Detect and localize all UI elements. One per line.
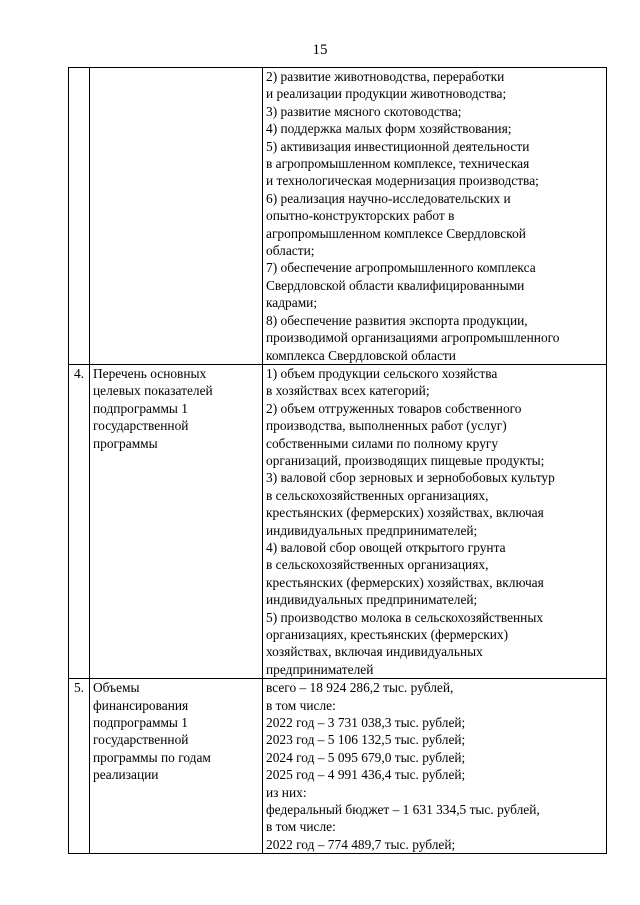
parameter-name-line: подпрограммы 1 <box>93 715 188 731</box>
parameter-value-line: собственными силами по полному кругу <box>266 435 499 451</box>
parameter-name-line: Объемы <box>93 680 140 696</box>
parameter-value-line: 2023 год – 5 106 132,5 тыс. рублей; <box>266 732 466 748</box>
parameter-value-line: 4) поддержка малых форм хозяйствования; <box>266 121 512 137</box>
parameter-value-line: комплекса Свердловской области <box>266 347 456 363</box>
parameter-name-cell <box>90 679 263 854</box>
row-number-cell: 5. <box>69 679 90 854</box>
parameter-name-cell <box>90 364 263 678</box>
subprogram-passport-table <box>68 67 607 854</box>
parameter-value-line: в том числе: <box>266 819 336 835</box>
parameter-value-line: индивидуальных предпринимателей; <box>266 592 478 608</box>
parameter-value-line: 2024 год – 5 095 679,0 тыс. рублей; <box>266 749 466 765</box>
parameter-value-line: 5) активизация инвестиционной деятельности <box>266 138 530 154</box>
parameter-value-line: федеральный бюджет – 1 631 334,5 тыс. рублей, <box>266 802 540 818</box>
row-number-cell <box>69 68 90 365</box>
parameter-value-line: всего – 18 924 286,2 тыс. рублей, <box>266 680 454 696</box>
parameter-value-line: из них: <box>266 784 307 800</box>
parameter-value-line: 4) валовой сбор овощей открытого грунта <box>266 539 506 555</box>
parameter-value-line: агропромышленном комплексе Свердловской <box>266 225 526 241</box>
parameter-value-line: 5) производство молока в сельскохозяйственных <box>266 609 544 625</box>
parameter-value-line: 2) объем отгруженных товаров собственного <box>266 400 522 416</box>
parameter-value-line: 1) объем продукции сельского хозяйства <box>266 365 498 381</box>
parameter-value-line: в хозяйствах всех категорий; <box>266 383 430 399</box>
parameter-name-line: государственной <box>93 418 189 434</box>
parameter-name-cell <box>90 68 263 365</box>
parameter-value-line: Свердловской области квалифицированными <box>266 277 525 293</box>
parameter-value-cell <box>263 68 607 365</box>
parameter-value-line: предпринимателей <box>266 661 374 677</box>
parameter-value-line: в агропромышленном комплексе, техническая <box>266 156 530 172</box>
parameter-name-line: программы по годам <box>93 749 211 765</box>
parameter-name-line: государственной <box>93 732 189 748</box>
parameter-name-line: Перечень основных <box>93 365 207 381</box>
parameter-value-cell <box>263 679 607 854</box>
parameter-value-cell <box>263 364 607 678</box>
table-row <box>69 679 607 854</box>
parameter-value-line: в сельскохозяйственных организациях, <box>266 557 489 573</box>
parameter-value-line: крестьянских (фермерских) хозяйствах, включая <box>266 574 544 590</box>
parameter-value-line: 2022 год – 774 489,7 тыс. рублей; <box>266 836 456 852</box>
parameter-value-line: и технологическая модернизация производства; <box>266 173 539 189</box>
parameter-value-line: производства, выполненных работ (услуг) <box>266 418 507 434</box>
row-number-cell: 4. <box>69 364 90 678</box>
parameter-value-line: и реализации продукции животноводства; <box>266 86 507 102</box>
parameter-value-line: в сельскохозяйственных организациях, <box>266 487 489 503</box>
parameter-value-line: 8) обеспечение развития экспорта продукции, <box>266 312 528 328</box>
parameter-value-line: 2025 год – 4 991 436,4 тыс. рублей; <box>266 767 466 783</box>
page-number: 15 <box>312 42 328 58</box>
parameter-value-line: 6) реализация научно-исследовательских и <box>266 190 511 206</box>
parameter-value-line: кадрами; <box>266 295 318 311</box>
table-row <box>69 364 607 678</box>
parameter-value-line: крестьянских (фермерских) хозяйствах, включая <box>266 505 544 521</box>
table-row <box>69 68 607 365</box>
parameter-value-line: 3) развитие мясного скотоводства; <box>266 103 462 119</box>
parameter-value-line: опытно-конструкторских работ в <box>266 208 455 224</box>
parameter-value-line: в том числе: <box>266 697 336 713</box>
parameter-name-line: подпрограммы 1 <box>93 400 188 416</box>
parameter-value-line: 2) развитие животноводства, переработки <box>266 69 505 84</box>
parameter-value-line: производимой организациями агропромышленного <box>266 330 560 346</box>
parameter-name-line: целевых показателей <box>93 383 213 399</box>
parameter-value-line: 2022 год – 3 731 038,3 тыс. рублей; <box>266 715 466 731</box>
parameter-value-line: организаций, производящих пищевые продукты; <box>266 452 545 468</box>
parameter-name-line: реализации <box>93 767 159 783</box>
parameter-name-line: финансирования <box>93 697 189 713</box>
parameter-value-line: хозяйствах, включая индивидуальных <box>266 644 483 660</box>
parameter-value-line: области; <box>266 243 315 259</box>
parameter-value-line: организациях, крестьянских (фермерских) <box>266 627 509 642</box>
parameter-value-line: 7) обеспечение агропромышленного комплекса <box>266 260 536 276</box>
parameter-value-line: индивидуальных предпринимателей; <box>266 522 478 538</box>
parameter-value-line: 3) валовой сбор зерновых и зернобобовых культур <box>266 470 555 486</box>
parameter-name-line: программы <box>93 435 158 451</box>
